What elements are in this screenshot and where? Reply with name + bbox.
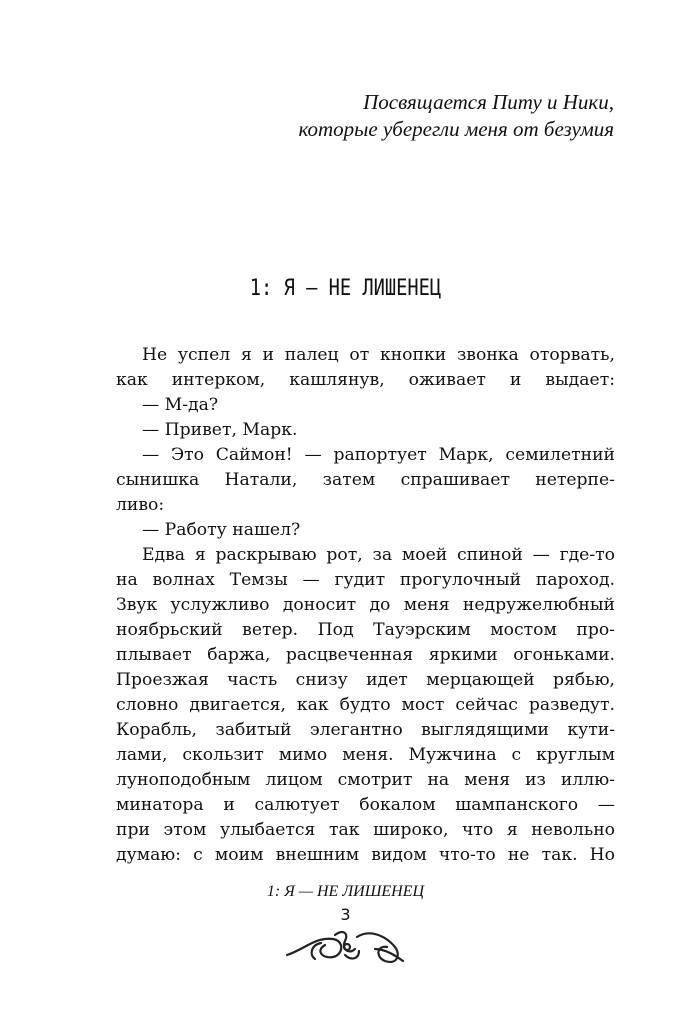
running-head: 1: Я — НЕ ЛИШЕНЕЦ	[266, 883, 425, 900]
chapter-title: 1: Я — НЕ ЛИШЕНЕЦ	[249, 276, 442, 301]
text-line: — М-да?	[142, 395, 219, 415]
text-line: минатора и салютует бокалом шампанского —	[116, 795, 615, 815]
text-line: Едва я раскрываю рот, за моей спиной — где-то	[142, 545, 615, 565]
text-line: при этом улыбается так широко, что я невольно	[116, 820, 615, 840]
text-line: ливо:	[116, 495, 165, 515]
text-line: — Это Саймон! — рапортует Марк, семилетний	[142, 445, 615, 465]
text-line: ноябрьский ветер. Под Тауэрским мостом про-	[116, 620, 615, 640]
text-line: Не успел я и палец от кнопки звонка оторвать,	[142, 345, 615, 365]
text-line: Проезжая часть снизу идет мерцающей рябью,	[116, 670, 615, 690]
body-text	[116, 343, 615, 868]
text-line: сынишка Натали, затем спрашивает нетерпе-	[116, 470, 615, 490]
text-line: лами, скользит мимо меня. Мужчина с круглым	[116, 745, 615, 765]
text-line: — Работу нашел?	[142, 520, 301, 540]
text-line: думаю: с моим внешним видом что-то не так. Но	[116, 845, 615, 865]
page-number: 3	[340, 905, 351, 924]
text-line: — Привет, Марк.	[142, 420, 298, 440]
text-line: луноподобным лицом смотрит на меня из иллю-	[116, 770, 615, 790]
dedication-line-2: которые уберегли меня от безумия	[298, 117, 614, 141]
text-line: как интерком, кашлянув, оживает и выдает:	[116, 370, 615, 390]
ornament-flourish-icon	[285, 925, 405, 967]
text-line: словно двигается, как будто мост сейчас разведут.	[116, 695, 615, 715]
text-line: Звук услужливо доносит до меня недружелюбный	[116, 595, 615, 615]
text-line: Корабль, забитый элегантно выглядящими кути-	[116, 720, 615, 740]
text-line: на волнах Темзы — гудит прогулочный пароход.	[116, 570, 615, 590]
dedication-line-1: Посвящается Питу и Ники,	[363, 90, 614, 114]
text-line: плывает баржа, расцвеченная яркими огоньками.	[116, 645, 615, 665]
